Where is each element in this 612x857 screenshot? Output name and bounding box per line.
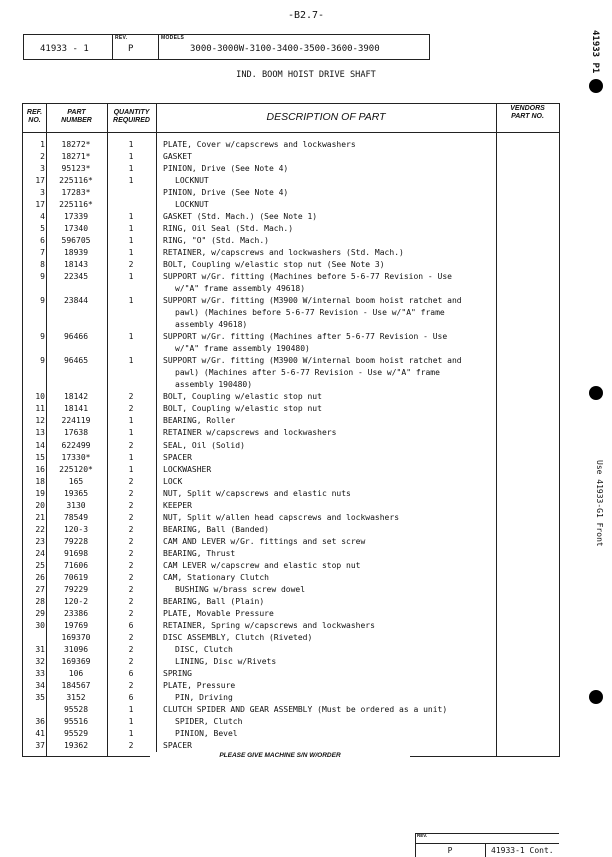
table-row [23, 367, 559, 379]
ref-number: 30 [35, 620, 45, 630]
description: NUT, Split w/capscrews and elastic nuts [163, 488, 351, 498]
ref-number: 25 [35, 560, 45, 570]
binder-hole-icon [589, 386, 603, 400]
description: BOLT, Coupling w/elastic stop nut [163, 392, 322, 402]
part-number: 78549 [63, 512, 89, 522]
rev-label: REV. [115, 35, 128, 41]
quantity: 2 [128, 572, 134, 582]
part-number: 596705 [61, 236, 91, 246]
table-row [23, 716, 559, 728]
quantity: 6 [128, 668, 134, 678]
part-number: 18272* [61, 140, 91, 149]
quantity: 1 [128, 416, 134, 426]
part-number: 95528 [63, 704, 89, 714]
table-row [23, 331, 559, 343]
part-number: 79228 [63, 536, 89, 546]
ref-number: 16 [35, 464, 45, 474]
table-row [23, 355, 559, 367]
description: SPIDER, Clutch [175, 716, 243, 726]
table-row [23, 680, 559, 692]
quantity: 2 [128, 584, 134, 594]
description: GASKET (Std. Mach.) (See Note 1) [163, 212, 318, 222]
table-row [23, 488, 559, 500]
quantity: 2 [128, 741, 134, 750]
quantity: 1 [128, 464, 134, 474]
table-row [23, 692, 559, 704]
table-row [23, 440, 559, 452]
quantity: 2 [128, 476, 134, 486]
ref-number: 17 [35, 200, 45, 210]
description: BUSHING w/brass screw dowel [175, 584, 306, 594]
col-header-part-number: PART NUMBER [61, 109, 92, 124]
quantity: 1 [128, 356, 134, 366]
description: LINING, Disc w/Rivets [175, 656, 277, 666]
quantity: 2 [128, 680, 134, 690]
table-row [23, 524, 559, 536]
ref-number: 10 [35, 392, 45, 402]
description: SUPPORT w/Gr. fitting (Machines after 5-6-77 Revision - Use [163, 332, 448, 342]
description: pawl) (Machines after 5-6-77 Revision - Use w/"A" frame [175, 368, 440, 378]
table-row [23, 608, 559, 620]
parts-table [22, 103, 560, 855]
ref-number: 9 [40, 356, 45, 366]
part-number: 225116* [59, 176, 93, 186]
ref-number: 35 [35, 692, 45, 702]
part-number: 22345 [63, 272, 89, 282]
col-header-description: DESCRIPTION OF PART [266, 111, 386, 123]
ref-number: 37 [35, 741, 45, 750]
description: PLATE, Pressure [163, 680, 236, 690]
table-row [23, 728, 559, 740]
quantity: 2 [128, 548, 134, 558]
part-number: 18142 [63, 392, 89, 402]
col-header-ref: REF. NO. [26, 109, 43, 124]
description: PIN, Driving [175, 692, 233, 702]
part-number: 225120* [59, 464, 93, 474]
description: SEAL, Oil (Solid) [163, 440, 245, 450]
table-row [23, 223, 559, 235]
part-number: 3130 [66, 500, 86, 510]
quantity: 1 [128, 140, 134, 149]
description: BEARING, Ball (Banded) [163, 524, 269, 534]
description: PINION, Drive (See Note 4) [163, 164, 289, 174]
ref-number: 17 [35, 176, 45, 186]
cont-rev-label: REV. [417, 833, 428, 838]
quantity: 1 [128, 164, 134, 174]
table-row [23, 548, 559, 560]
ref-number: 6 [40, 236, 45, 246]
part-number: 17339 [63, 212, 89, 222]
quantity: 2 [128, 260, 134, 270]
quantity: 2 [128, 524, 134, 534]
ref-number: 2 [40, 152, 45, 162]
ref-number: 9 [40, 296, 45, 306]
quantity: 2 [128, 512, 134, 522]
description: SPRING [163, 668, 192, 678]
models-value: 3000-3000W-3100-3400-3500-3600-3900 [190, 44, 380, 54]
quantity: 1 [128, 272, 134, 282]
table-row [23, 704, 559, 716]
ref-number: 36 [35, 716, 45, 726]
table-row [23, 656, 559, 668]
table-row [23, 403, 559, 415]
part-number: 17340 [63, 224, 89, 234]
table-row [23, 175, 559, 187]
table-row [23, 560, 559, 572]
col-header-quantity: QUANTITY REQUIRED [113, 109, 150, 124]
part-number: 169369 [61, 656, 91, 666]
quantity: 2 [128, 404, 134, 414]
ref-number: 24 [35, 548, 45, 558]
part-number: 95123* [61, 164, 91, 174]
table-row [23, 295, 559, 307]
table-row [23, 139, 559, 151]
page-title: IND. BOOM HOIST DRIVE SHAFT [236, 70, 376, 80]
quantity: 1 [128, 728, 134, 738]
ref-number: 12 [35, 416, 45, 426]
part-number: 120-3 [63, 524, 89, 534]
quantity: 1 [128, 428, 134, 438]
table-row [23, 740, 559, 752]
table-row [23, 199, 559, 211]
ref-number: 7 [40, 248, 45, 258]
part-number: 95516 [63, 716, 89, 726]
description: w/"A" frame assembly 190480) [175, 344, 310, 354]
table-row [23, 644, 559, 656]
ref-number: 4 [40, 212, 45, 222]
ref-number: 27 [35, 584, 45, 594]
description: PLATE, Cover w/capscrews and lockwashers [163, 140, 356, 149]
description: PINION, Drive (See Note 4) [163, 188, 289, 198]
part-number: 184567 [61, 680, 91, 690]
part-number: 622499 [61, 440, 91, 450]
description: SUPPORT w/Gr. fitting (M3900 W/internal boom hoist ratchet and [163, 356, 462, 366]
quantity: 2 [128, 560, 134, 570]
ref-number: 3 [40, 164, 45, 174]
description: SUPPORT w/Gr. fitting (Machines before 5-6-77 Revision - Use [163, 272, 452, 282]
table-row [23, 620, 559, 632]
description: LOCKNUT [175, 200, 209, 210]
ref-number: 11 [35, 404, 45, 414]
description: DISC, Clutch [175, 644, 233, 654]
ref-number: 9 [40, 332, 45, 342]
description: RING, "O" (Std. Mach.) [163, 236, 269, 246]
part-number: 19769 [63, 620, 89, 630]
ref-number: 19 [35, 488, 45, 498]
table-row [23, 283, 559, 295]
table-row [23, 584, 559, 596]
table-row [23, 391, 559, 403]
page-number: -B2.7- [287, 10, 325, 21]
part-number: 95529 [63, 728, 89, 738]
part-number: 96466 [63, 332, 89, 342]
margin-note: Use 41933-G1 Front [595, 460, 604, 547]
ref-number: 14 [35, 440, 45, 450]
part-number: 165 [68, 476, 84, 486]
ref-number: 33 [35, 668, 45, 678]
table-row [23, 596, 559, 608]
quantity: 2 [128, 656, 134, 666]
quantity: 1 [128, 332, 134, 342]
part-number: 18143 [63, 260, 89, 270]
description: CLUTCH SPIDER AND GEAR ASSEMBLY (Must be ordered as a unit) [163, 704, 448, 714]
binder-hole-icon [589, 79, 603, 93]
description: RETAINER, Spring w/capscrews and lockwashers [163, 620, 375, 630]
description: LOCKNUT [175, 176, 209, 186]
table-row [23, 319, 559, 331]
part-number: 31096 [63, 644, 89, 654]
part-number: 70619 [63, 572, 89, 582]
part-number: 18939 [63, 248, 89, 258]
part-number: 17283* [61, 188, 91, 198]
quantity: 2 [128, 488, 134, 498]
part-number: 96465 [63, 356, 89, 366]
part-number: 106 [68, 668, 84, 678]
part-number: 71606 [63, 560, 89, 570]
table-row [23, 151, 559, 163]
description: RETAINER w/capscrews and lockwashers [163, 428, 337, 438]
part-number: 91698 [63, 548, 89, 558]
description: assembly 190480) [175, 380, 253, 390]
description: PLATE, Movable Pressure [163, 608, 274, 618]
quantity: 6 [128, 692, 134, 702]
table-row [23, 668, 559, 680]
quantity: 1 [128, 704, 134, 714]
quantity: 2 [128, 440, 134, 450]
part-number: 79229 [63, 584, 89, 594]
quantity: 1 [128, 236, 134, 246]
ref-number: 41 [35, 728, 45, 738]
continuation-text: 41933-1 Cont. [491, 846, 554, 855]
description: GASKET [163, 152, 192, 162]
quantity: 1 [128, 212, 134, 222]
table-row [23, 187, 559, 199]
description: BEARING, Roller [163, 416, 236, 426]
part-number: 17638 [63, 428, 89, 438]
table-row [23, 632, 559, 644]
quantity: 2 [128, 500, 134, 510]
table-row [23, 464, 559, 476]
description: w/"A" frame assembly 49618) [175, 284, 306, 294]
part-number: 17330* [61, 452, 91, 462]
ref-number: 3 [40, 188, 45, 198]
description: KEEPER [163, 500, 192, 510]
quantity: 1 [128, 224, 134, 234]
table-row [23, 235, 559, 247]
ref-number: 1 [40, 140, 45, 149]
description: assembly 49618) [175, 320, 248, 330]
footer-note: PLEASE GIVE MACHINE S/N W/ORDER [150, 752, 410, 759]
ref-number: 15 [35, 452, 45, 462]
table-row [23, 427, 559, 439]
table-row [23, 247, 559, 259]
table-row [23, 307, 559, 319]
table-row [23, 343, 559, 355]
part-number: 23386 [63, 608, 89, 618]
part-number: 19362 [63, 741, 89, 750]
description: pawl) (Machines before 5-6-77 Revision - Use w/"A" frame [175, 308, 445, 318]
quantity: 2 [128, 536, 134, 546]
ref-number: 18 [35, 476, 45, 486]
description: NUT, Split w/allen head capscrews and lockwashers [163, 512, 400, 522]
table-row [23, 536, 559, 548]
quantity: 1 [128, 716, 134, 726]
models-label: MODELS [161, 35, 185, 41]
table-row [23, 379, 559, 391]
quantity: 2 [128, 392, 134, 402]
col-header-vendors: VENDORS PART NO. [510, 105, 545, 120]
binder-hole-icon [589, 690, 603, 704]
table-row [23, 271, 559, 283]
quantity: 1 [128, 176, 134, 186]
description: DISC ASSEMBLY, Clutch (Riveted) [163, 632, 313, 642]
part-number: 19365 [63, 488, 89, 498]
table-row [23, 500, 559, 512]
quantity: 2 [128, 596, 134, 606]
quantity: 1 [128, 452, 134, 462]
catalog-number: 41933 - 1 [40, 44, 89, 54]
description: BEARING, Thrust [163, 548, 236, 558]
description: LOCK [163, 476, 183, 486]
description: SPACER [163, 741, 192, 750]
quantity: 1 [128, 248, 134, 258]
part-number: 18141 [63, 404, 89, 414]
description: CAM AND LEVER w/Gr. fittings and set screw [163, 536, 366, 546]
quantity: 1 [128, 296, 134, 306]
description: SUPPORT w/Gr. fitting (M3900 W/internal boom hoist ratchet and [163, 296, 462, 306]
table-row [23, 163, 559, 175]
table-row [23, 211, 559, 223]
header-box [23, 34, 430, 60]
part-number: 3152 [66, 692, 86, 702]
table-row [23, 512, 559, 524]
table-row [23, 415, 559, 427]
ref-number: 28 [35, 596, 45, 606]
ref-number: 8 [40, 260, 45, 270]
continuation-box [415, 833, 559, 857]
quantity: 2 [128, 632, 134, 642]
quantity: 2 [128, 608, 134, 618]
ref-number: 22 [35, 524, 45, 534]
rev-value: P [128, 44, 134, 54]
ref-number: 20 [35, 500, 45, 510]
quantity: 1 [128, 152, 134, 162]
ref-number: 5 [40, 224, 45, 234]
margin-page-code: 41933 P1 [590, 30, 600, 74]
description: BOLT, Coupling w/elastic stop nut (See Note 3) [163, 260, 385, 270]
quantity: 2 [128, 644, 134, 654]
part-number: 169370 [61, 632, 91, 642]
description: CAM LEVER w/capscrew and elastic stop nut [163, 560, 361, 570]
ref-number: 29 [35, 608, 45, 618]
part-number: 23844 [63, 296, 89, 306]
ref-number: 26 [35, 572, 45, 582]
ref-number: 13 [35, 428, 45, 438]
ref-number: 9 [40, 272, 45, 282]
description: LOCKWASHER [163, 464, 212, 474]
ref-number: 21 [35, 512, 45, 522]
description: BEARING, Ball (Plain) [163, 596, 265, 606]
description: RING, Oil Seal (Std. Mach.) [163, 224, 294, 234]
description: SPACER [163, 452, 192, 462]
part-number: 224119 [61, 416, 91, 426]
quantity: 6 [128, 620, 134, 630]
table-row [23, 476, 559, 488]
part-number: 120-2 [63, 596, 89, 606]
table-row [23, 259, 559, 271]
table-row [23, 572, 559, 584]
part-number: 225116* [59, 200, 93, 210]
ref-number: 32 [35, 656, 45, 666]
part-number: 18271* [61, 152, 91, 162]
description: BOLT, Coupling w/elastic stop nut [163, 404, 322, 414]
description: PINION, Bevel [175, 728, 238, 738]
description: CAM, Stationary Clutch [163, 572, 269, 582]
description: RETAINER, w/capscrews and lockwashers (Std. Mach.) [163, 248, 404, 258]
table-row [23, 452, 559, 464]
cont-rev-value: P [447, 846, 453, 855]
ref-number: 31 [35, 644, 45, 654]
ref-number: 23 [35, 536, 45, 546]
ref-number: 34 [35, 680, 45, 690]
